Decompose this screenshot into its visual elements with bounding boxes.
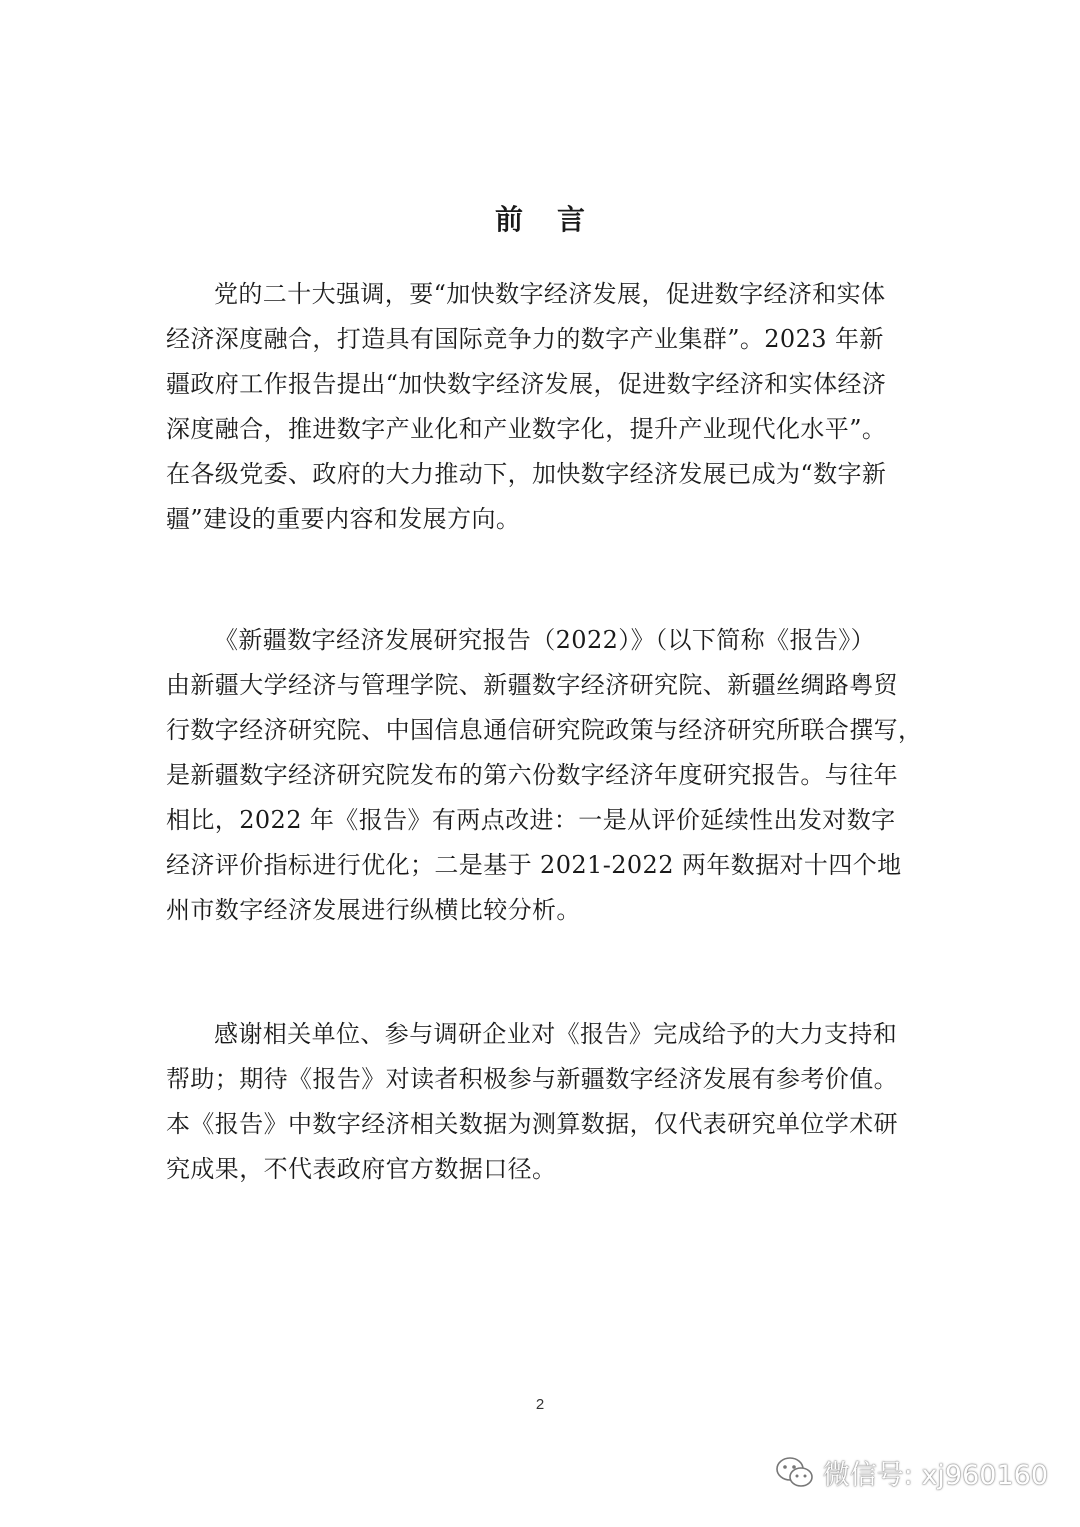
wechat-watermark (775, 1453, 1048, 1492)
page-number: 2 (535, 1396, 545, 1413)
paragraph-line: 帮助；期待《报告》对读者积极参与新疆数字经济发展有参考价值。 (166, 1065, 898, 1093)
paragraph-line: 究成果，不代表政府官方数据口径。 (166, 1155, 557, 1183)
paragraph-line: 由新疆大学经济与管理学院、新疆数字经济研究院、新疆丝绸路粤贸 (166, 671, 898, 699)
title-char-2: 言 (557, 203, 586, 236)
paragraph-line: 经济深度融合，打造具有国际竞争力的数字产业集群”。2023 年新 (166, 325, 884, 353)
paragraph-line: 《新疆数字经济发展研究报告（2022）》（以下简称《报告》） (214, 626, 876, 654)
paragraph-line: 行数字经济研究院、中国信息通信研究院政策与经济研究所联合撰写， (166, 716, 923, 744)
paragraph-line: 是新疆数字经济研究院发布的第六份数字经济年度研究报告。与往年 (166, 761, 898, 789)
title-char-1: 前 (494, 203, 523, 236)
paragraph-line: 在各级党委、政府的大力推动下，加快数字经济发展已成为“数字新 (166, 460, 887, 488)
paragraph-line: 感谢相关单位、参与调研企业对《报告》完成给予的大力支持和 (214, 1020, 898, 1048)
paragraph-line: 经济评价指标进行优化；二是基于 2021-2022 两年数据对十四个地 (166, 851, 902, 879)
watermark-text: 微信号: xj960160 (822, 1460, 1048, 1491)
paragraph-line: 相比，2022 年《报告》有两点改进：一是从评价延续性出发对数字 (166, 806, 896, 834)
paragraph-2 (166, 618, 923, 933)
page-title (0, 196, 1080, 244)
paragraph-3 (166, 1012, 916, 1192)
paragraph-line: 党的二十大强调，要“加快数字经济发展，促进数字经济和实体 (214, 280, 886, 308)
paragraph-1 (166, 272, 916, 542)
paragraph-line: 疆”建设的重要内容和发展方向。 (166, 505, 521, 533)
paragraph-line: 本《报告》中数字经济相关数据为测算数据，仅代表研究单位学术研 (166, 1110, 898, 1138)
paragraph-line: 深度融合，推进数字产业化和产业数字化，提升产业现代化水平”。 (166, 415, 887, 443)
paragraph-line: 疆政府工作报告提出“加快数字经济发展，促进数字经济和实体经济 (166, 370, 887, 398)
wechat-icon (775, 1456, 815, 1490)
paragraph-line: 州市数字经济发展进行纵横比较分析。 (166, 896, 581, 924)
